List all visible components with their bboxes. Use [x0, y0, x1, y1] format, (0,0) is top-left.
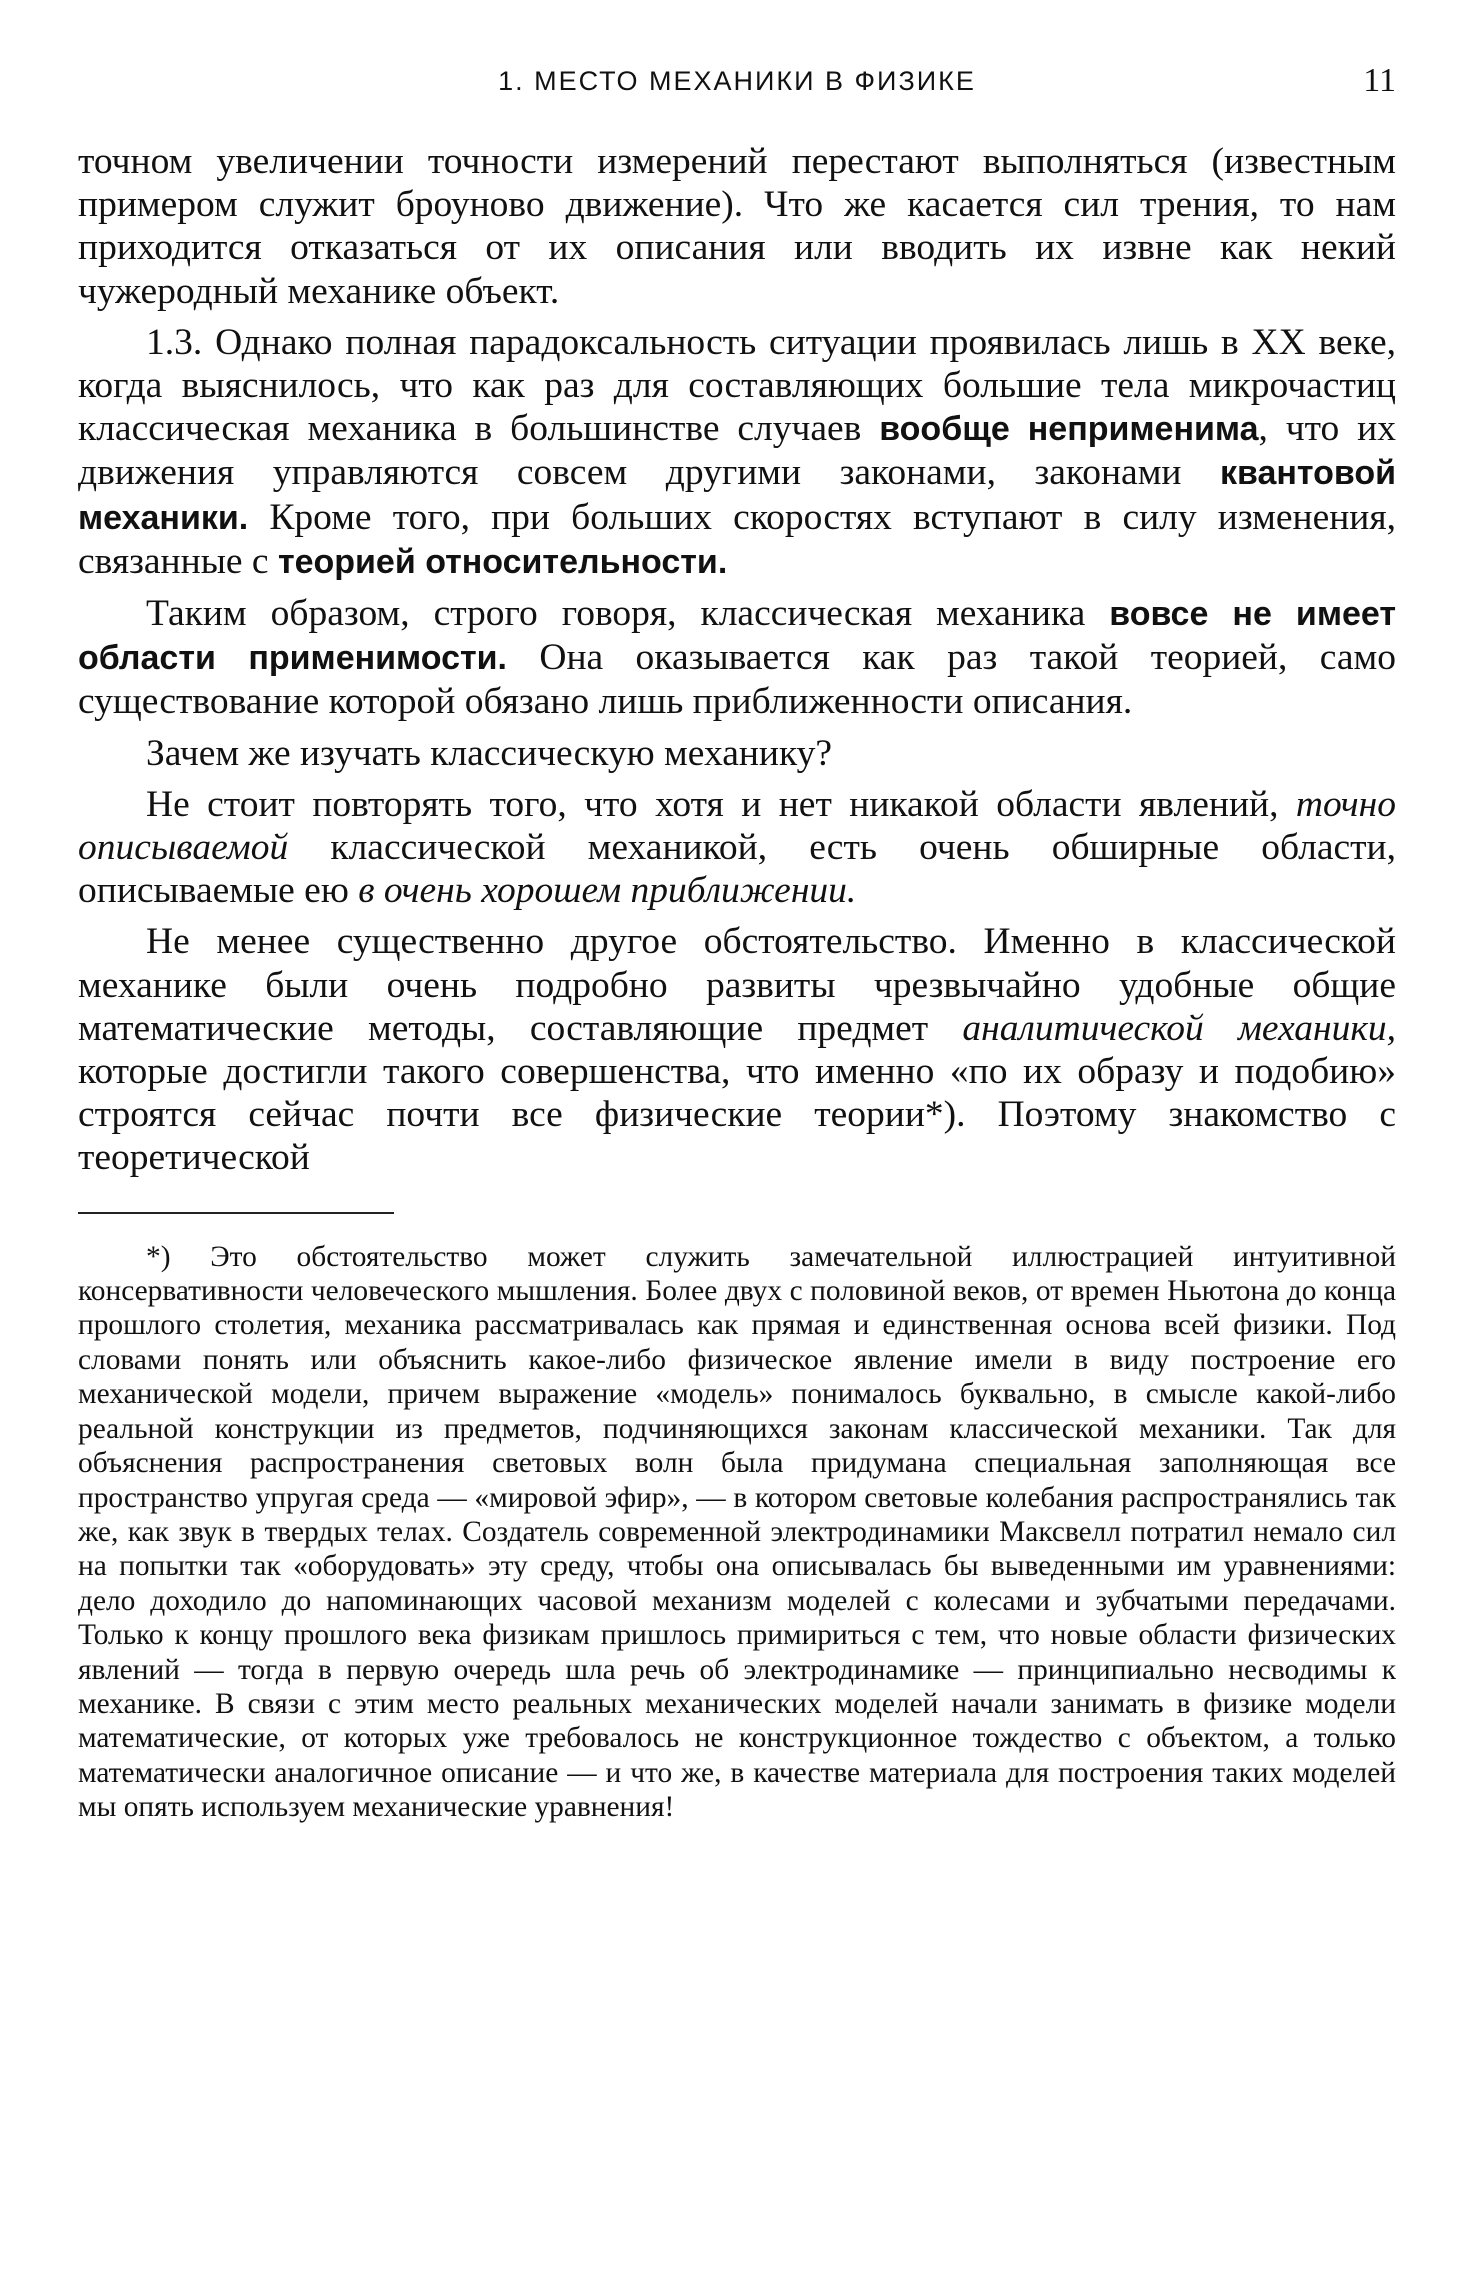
emphasis-italic: в очень хорошем приближении. [358, 870, 857, 912]
footnote-divider [78, 1212, 394, 1214]
text-run: Она оказывается как раз такой теорией, само существование которой обязано лишь приближенности описания. [78, 637, 1396, 723]
text-run: Таким образом, строго говоря, классическая механика [146, 593, 1110, 635]
emphasis-italic: аналитической механики, [962, 1007, 1396, 1049]
emphasis-italic: точно описываемой [78, 783, 1396, 869]
text-run: Не менее существенно другое обстоятельство. Именно в классической механике были очень подробно развиты чрезвычайно удобные общие математические методы, составляющие предмет [78, 921, 1396, 1049]
paragraph-analytical-mechanics [78, 920, 1396, 1179]
emphasis-bold: вовсе не имеет области применимости. [78, 595, 1396, 678]
text-run: точном увеличении точности измерений перестают выполняться (известным примером служит броуново движение). Что же касается сил трения, то нам приходится отказаться от их описания или вводить их извне как некий чужеродный механике объект. [78, 141, 1396, 312]
emphasis-bold: вообще неприменима [879, 410, 1259, 449]
paragraph-continuation [78, 140, 1396, 313]
main-text [78, 140, 1396, 1180]
running-title: 1. МЕСТО МЕХАНИКИ В ФИЗИКЕ [498, 66, 976, 96]
text-run: Кроме того, при больших скоростях вступают в силу изменения, связанные с [78, 496, 1396, 582]
paragraph-question [78, 732, 1396, 775]
text-run: Не стоит повторять того, что хотя и нет никакой области явлений, [146, 783, 1296, 825]
text-run: , что их движения управляются совсем другими законами, законами [78, 408, 1396, 494]
emphasis-bold: квантовой механики. [78, 454, 1396, 537]
paragraph-section-1-3 [78, 321, 1396, 584]
text-run: которые достигли такого совершенства, что именно «по их образу и подобию» строятся сейчас почти все физические теории*). Поэтому знакомство с теоретической [78, 1051, 1396, 1179]
footnote: *) Это обстоятельство может служить замечательной иллюстрацией интуитивной консервативности человеческого мышления. Более двух с половиной веков, от времен Ньютона до конца прошлого столетия, механика рассматривалась как прямая и единственная основа всей физики. Под словами понять или объяснить какое-либо физическое явление имели в виду построение его механической модели, причем выражение «модель» понималось буквально, в смысле какой-либо реальной конструкции из предметов, подчиняющихся законам классической механики. Так для объяснения распространения световых волн была придумана специальная заполняющая все пространство упругая среда — «мировой эфир», — в котором световые колебания распространялись так же, как звук в твердых телах. Создатель современной электродинамики Максвелл потратил немало сил на попытки так «оборудовать» эту среду, чтобы она описывалась бы выведенными им уравнениями: дело доходило до напоминающих часовой механизм моделей с колесами и зубчатыми передачами. Только к концу прошлого века физикам пришлось примириться с тем, что новые области физических явлений — тогда в первую очередь шла речь об электродинамике — принципиально несводимы к механике. В связи с этим место реальных механических моделей начали занимать в физике модели математические, от которых уже требовалось не конструкционное тождество с объектом, а только математически аналогичное описание — и что же, в качестве материала для построения таких моделей мы опять используем механические уравнения! [78, 1240, 1396, 1824]
page-number: 11 [1363, 62, 1396, 99]
text-run: классической механикой, есть очень обширные области, описываемые ею [78, 827, 1396, 912]
text-run: 1.3. Однако полная парадоксальность ситуации проявилась лишь в XX веке, когда выяснилось, что как раз для составляющих большие тела микрочастиц классическая механика в большинстве случаев [78, 321, 1396, 450]
emphasis-bold: теорией относительности. [277, 542, 728, 581]
paragraph-conclusion [78, 592, 1396, 724]
book-page [78, 62, 1396, 2242]
paragraph-approximation [78, 783, 1396, 913]
text-run: Зачем же изучать классическую механику? [146, 732, 833, 774]
running-head [78, 62, 1396, 106]
